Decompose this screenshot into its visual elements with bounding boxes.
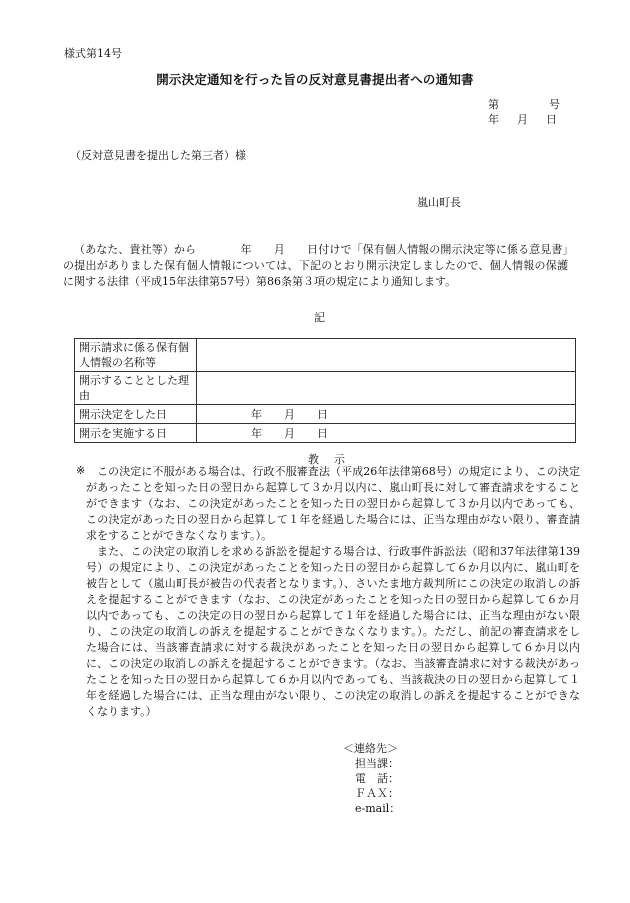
contact-fax: ＦＡＸ： (355, 787, 399, 800)
table-cell-label: 開示決定をした日 (75, 405, 197, 424)
table-cell-value (197, 372, 576, 405)
date-month: 月 (517, 113, 528, 126)
contact-heading: ＜連絡先＞ (343, 742, 398, 755)
recipient: （反対意見書を提出した第三者）様 (70, 149, 246, 162)
kyoji-paragraph-1: この決定に不服がある場合は、行政不服審査法（平成26年法律第68号）の規定により、この決定があったことを知った日の翌日から起算して３か月以内に、嵐山町長に対して審査請求をすることができます（なお、この決定があったことを知った日の翌日から起算して３か月以内であっても、この決定があった日の翌日から起算して１年を経過した場合には、正当な理由がない限り、審査請求をすることができなくなります。）。 (86, 465, 580, 542)
reference-number (488, 96, 560, 112)
table-cell-value (197, 339, 576, 372)
issue-date (488, 111, 557, 127)
form-number: 様式第14号 (64, 47, 122, 60)
body-paragraph: （あなた、貴社等）から 年 月 日付けで「保有個人情報の開示決定等に係る意見書」の提出がありました保有個人情報については、下記のとおり開示決定しましたので、個人情報の保護に関する法律（平成15年法律第57号）第86条第３項の規定により通知します。 (63, 243, 568, 288)
info-table (74, 338, 576, 443)
table-cell-value: 年 月 日 (197, 405, 576, 424)
table-cell-label: 開示を実施する日 (75, 424, 197, 443)
kyoji-paragraph-2: また、この決定の取消しを求める訴訟を提起する場合は、行政事件訴訟法（昭和37年法律第139号）の規定により、この決定があったことを知った日の翌日から起算して６か月以内に、嵐山町を被告として（嵐山町長が被告の代表者となります。）、さいたま地方裁判所にこの決定の取消しの訴えを提起することができます（なお、この決定があったことを知った日の翌日から起算して６か月以内であっても、この決定の日の翌日から起算して１年を経過した場合には、正当な理由がない限り、この決定の取消しの訴えを提起することができなくなります。）。ただし、前記の審査請求をした場合には、当該審査請求に対する裁決があったことを知った日の翌日から起算して６か月以内に、この決定の取消しの訴えを提起することができます。（なお、当該審査請求に対する裁決があったことを知った日の翌日から起算して６か月以内であっても、当該裁決の日の翌日から起算して１年を経過した場合には、正当な理由がない限り、この決定の取消しの訴えを提起することができなくなります。） (86, 545, 580, 718)
ref-go: 号 (549, 98, 560, 111)
note-mark: ※ (76, 464, 86, 477)
ref-dai: 第 (488, 98, 499, 111)
contact-phone: 電 話： (355, 772, 399, 785)
table-row (75, 405, 576, 424)
ki-heading: 記 (314, 311, 325, 324)
date-year: 年 (488, 113, 499, 126)
table-row (75, 424, 576, 443)
contact-department: 担当課： (355, 757, 399, 770)
document-title: 開示決定通知を行った旨の反対意見書提出者への通知書 (156, 72, 474, 87)
table-cell-label: 開示することとした理由 (75, 372, 197, 405)
kyoji-heading: 教 示 (308, 453, 347, 466)
contact-email: e-mail： (355, 802, 401, 815)
date-day: 日 (546, 113, 557, 126)
table-cell-value: 年 月 日 (197, 424, 576, 443)
table-cell-label: 開示請求に係る保有個人情報の名称等 (75, 339, 197, 372)
sender: 嵐山町長 (417, 196, 461, 209)
table-row (75, 372, 576, 405)
table-row (75, 339, 576, 372)
